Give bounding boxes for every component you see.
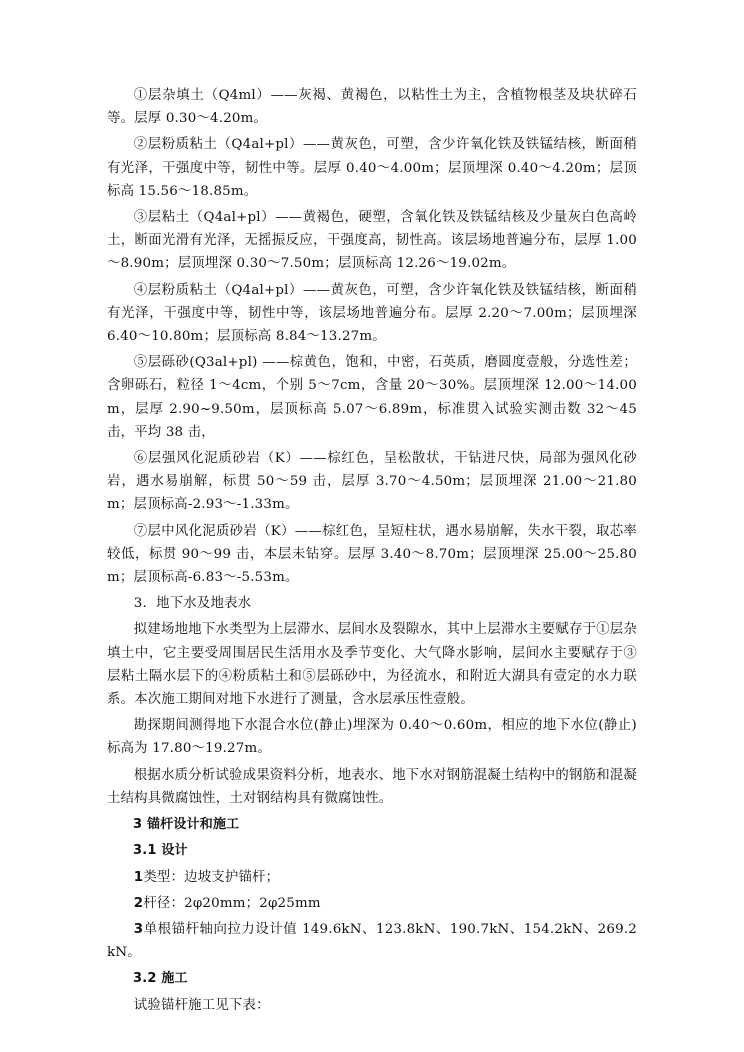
layer-paragraph-4: ④层粉质粘土（Q4al+pl）——黄灰色，可塑，含少许氧化铁及铁锰结核，断面稍有光泽，干强度中等，韧性中等，该层场地普遍分布。层厚 2.20～7.00m；层顶埋深 6.40～10.80m；层顶标高 8.84～13.27m。 bbox=[107, 282, 637, 345]
item-text: 类型：边坡支护锚杆； bbox=[143, 869, 280, 885]
design-item-type bbox=[107, 866, 637, 889]
construction-intro: 试验锚杆施工见下表： bbox=[133, 997, 270, 1013]
layer-paragraph-7: ⑦层中风化泥质砂岩（K）——棕红色，呈短柱状，遇水易崩解，失水干裂，取芯率较低，标贯 90～99 击，本层未钻穿。层厚 3.40～8.70m；层顶埋深 25.00～25.80m；层顶标高-6.83～-5.53m。 bbox=[107, 523, 637, 586]
item-number: 3 bbox=[133, 921, 144, 937]
groundwater-heading: 3．地下水及地表水 bbox=[133, 596, 252, 612]
design-item-diameter bbox=[107, 892, 637, 915]
construction-subheading: 3.2 施工 bbox=[133, 971, 188, 987]
anchor-chapter-heading: 3 锚杆设计和施工 bbox=[133, 817, 240, 833]
item-number: 1 bbox=[133, 869, 144, 885]
layer-paragraph-5: ⑤层砾砂(Q3al+pl) ——棕黄色，饱和，中密，石英质，磨圆度壹般，分选性差；含卵砾石，粒径 1～4cm，个别 5～7cm，含量 20～30%。层顶埋深 12.00～14.00m，层厚 2.90~9.50m，层顶标高 5.07～6.89m，标准贯入试验实测击数 32～45 击，平均 38 击， bbox=[107, 355, 637, 440]
groundwater-paragraph-1: 拟建场地地下水类型为上层滞水、层间水及裂隙水，其中上层滞水主要赋存于①层杂填土中，它主要受周围居民生活用水及季节变化、大气降水影响，层间水主要赋存于③层粘土隔水层下的④粉质粘土和⑤层砾砂中，为径流水，和附近大湖具有壹定的水力联系。本次施工期间对地下水进行了测量，含水层承压性壹般。 bbox=[107, 622, 637, 708]
design-subheading: 3.1 设计 bbox=[133, 843, 188, 859]
layer-paragraph-2: ②层粉质粘土（Q4al+pl）——黄灰色，可塑，含少许氧化铁及铁锰结核，断面稍有光泽，干强度中等，韧性中等。层厚 0.40～4.00m；层顶埋深 0.40～4.20m；层顶标高 15.56～18.85m。 bbox=[107, 137, 637, 199]
groundwater-paragraph-2: 勘探期间测得地下水混合水位(静止)埋深为 0.40～0.60m，相应的地下水位(静止)标高为 17.80～19.27m。 bbox=[107, 718, 637, 757]
layer-paragraph-3: ③层粘土（Q4al+pl）——黄褐色，硬塑，含氧化铁及铁锰结核及少量灰白色高岭土，断面光滑有光泽，无摇振反应，干强度高，韧性高。该层场地普遍分布，层厚 1.00～8.90m；层顶埋深 0.30～7.50m；层顶标高 12.26～19.02m。 bbox=[107, 210, 637, 272]
layer-paragraph-1: ①层杂填土（Q4ml）——灰褐、黄褐色，以粘性土为主，含植物根茎及块状碎石等。层厚 0.30～4.20m。 bbox=[107, 88, 637, 127]
item-text: 单根锚杆轴向拉力设计值 149.6kN、123.8kN、190.7kN、154.2kN、269.2kN。 bbox=[107, 921, 637, 961]
item-number: 2 bbox=[133, 895, 144, 911]
groundwater-paragraph-3: 根据水质分析试验成果资料分析，地表水、地下水对钢筋混凝土结构中的钢筋和混凝土结构具微腐蚀性，土对钢结构具有微腐蚀性。 bbox=[107, 767, 637, 806]
document-body bbox=[107, 84, 637, 1017]
item-text: 杆径：2φ20mm；2φ25mm bbox=[143, 895, 321, 911]
layer-paragraph-6: ⑥层强风化泥质砂岩（K）——棕红色，呈松散状，干钻进尺快，局部为强风化砂岩，遇水易崩解，标贯 50～59 击，层厚 3.70～4.50m；层顶埋深 21.00～21.80m；层顶标高-2.93～-1.33m。 bbox=[107, 451, 637, 513]
design-item-tension bbox=[107, 918, 637, 964]
